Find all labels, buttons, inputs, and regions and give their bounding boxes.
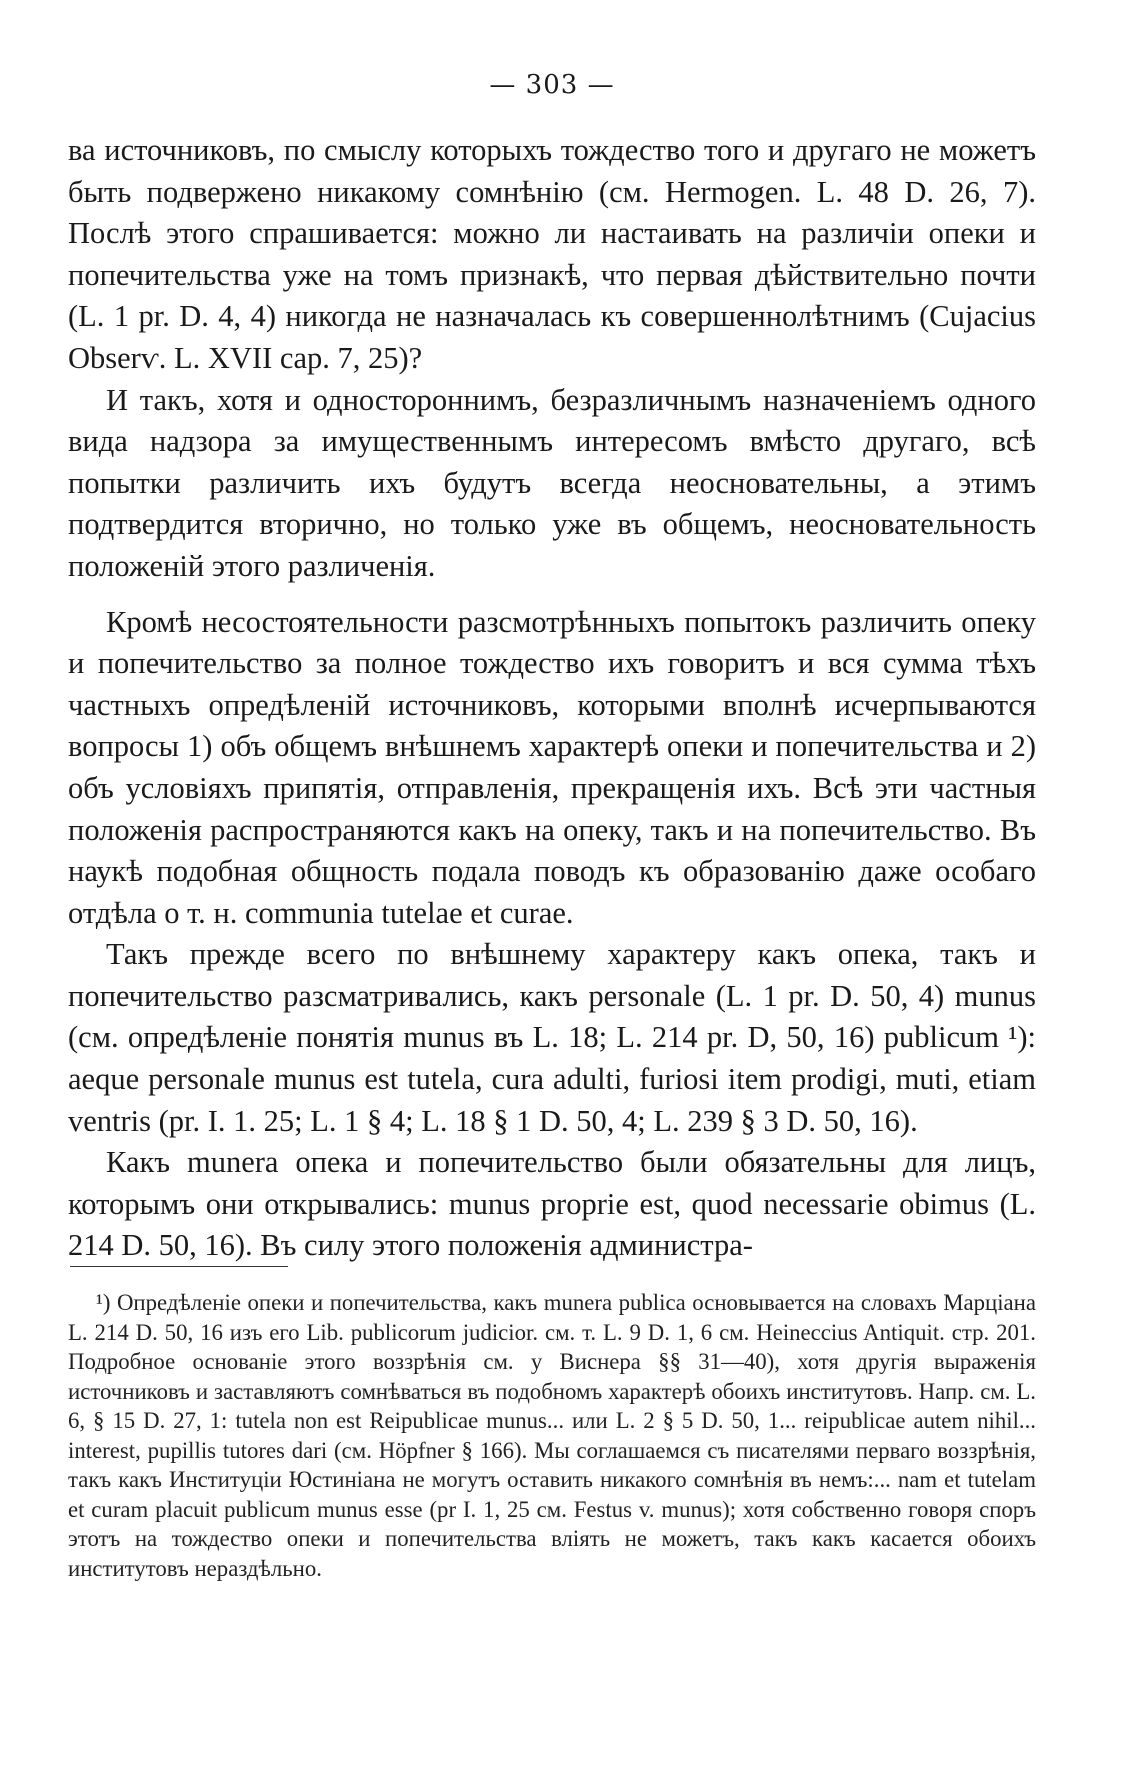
footnote (68, 1288, 1036, 1583)
paragraph-continuation: ва источниковъ, по смыслу которыхъ тождество того и другаго не можетъ быть подвержено никакому сомнѣнію (см. Hermogen. L. 48 D. 26, 7). Послѣ этого спрашивается: можно ли настаивать на различіи опеки и попечительства уже на томъ признакѣ, что первая дѣйствительно почти (L. 1 pr. D. 4, 4) никогда не назначалась къ совершеннолѣтнимъ (Cujacius Obserѵ. L. XVII cap. 7, 25)? (68, 133, 1036, 375)
footnote-divider (70, 1266, 288, 1267)
footnote-text: ¹) Опредѣленіе опеки и попечительства, какъ munera publica основывается на словахъ Марціана L. 214 D. 50, 16 изъ его Lib. publicorum judicior. см. т. L. 9 D. 1, 6 см. Heineccius Antiquit. стр. 201. Подробное основаніе этого воззрѣнія см. у Виснера §§ 31—40), хотя другія выраженія источниковъ и заставляютъ сомнѣваться въ подобномъ характерѣ обоихъ институтовъ. Напр. см. L. 6, § 15 D. 27, 1: tutela non est Reipublicae munus... или L. 2 § 5 D. 50, 1... reipublicae autem nihil... interest, pupillis tutores dari (см. Höpfner § 166). Мы соглашаемся съ писателями перваго воззрѣнія, такъ какъ Институціи Юстиніана не могутъ оставить никакого сомнѣнія въ немъ:... nam et tutelam et curam placuit publicum munus esse (pr I. 1, 25 см. Festus v. munus); хотя собственно говоря споръ этотъ на тождество опеки и попечительства вліять не можетъ, такъ какъ касается обоихъ институтовъ нераздѣльно. (68, 1290, 1036, 1581)
paragraph-5: Какъ munera опека и попечительство были обязательны для лицъ, которымъ они открывались: munus proprie est, quod necessarie obimus (L. 214 D. 50, 16). Въ силу этого положенія администра- (68, 1145, 1036, 1263)
paragraph-2: И такъ, хотя и одностороннимъ, безразличнымъ назначеніемъ одного вида надзора за имущественнымъ интересомъ вмѣсто другаго, всѣ попытки различить ихъ будутъ всегда неосновательны, а этимъ подтвердится вторично, но только уже въ общемъ, неосновательность положеній этого различенія. (68, 382, 1036, 583)
paragraph-3: Кромѣ несостоятельности разсмотрѣнныхъ попытокъ различить опеку и попечительство за полное тождество ихъ говоритъ и вся сумма тѣхъ частныхъ опредѣленій источниковъ, которыми вполнѣ исчерпываются вопросы 1) объ общемъ внѣшнемъ характерѣ опеки и попечительства и 2) объ условіяхъ припятія, отправленія, прекращенія ихъ. Всѣ эти частныя положенія распространяются какъ на опеку, такъ и на попечительство. Въ наукѣ подобная общность подала поводъ къ образованію даже особаго отдѣла о т. н. communia tutelae et curae. (68, 604, 1036, 930)
page-number: — 303 — (489, 70, 615, 100)
paragraph-4: Такъ прежде всего по внѣшнему характеру какъ опека, такъ и попечительство разсматривались, какъ personale (L. 1 pr. D. 50, 4) munus (см. опредѣленіе понятія munus въ L. 18; L. 214 pr. D, 50, 16) publicum ¹): aeque personale munus est tutela, cura adulti, furiosi item prodigi, muti, etiam ventris (pr. I. 1. 25; L. 1 § 4; L. 18 § 1 D. 50, 4; L. 239 § 3 D. 50, 16). (68, 937, 1036, 1138)
main-text (68, 130, 1036, 1267)
